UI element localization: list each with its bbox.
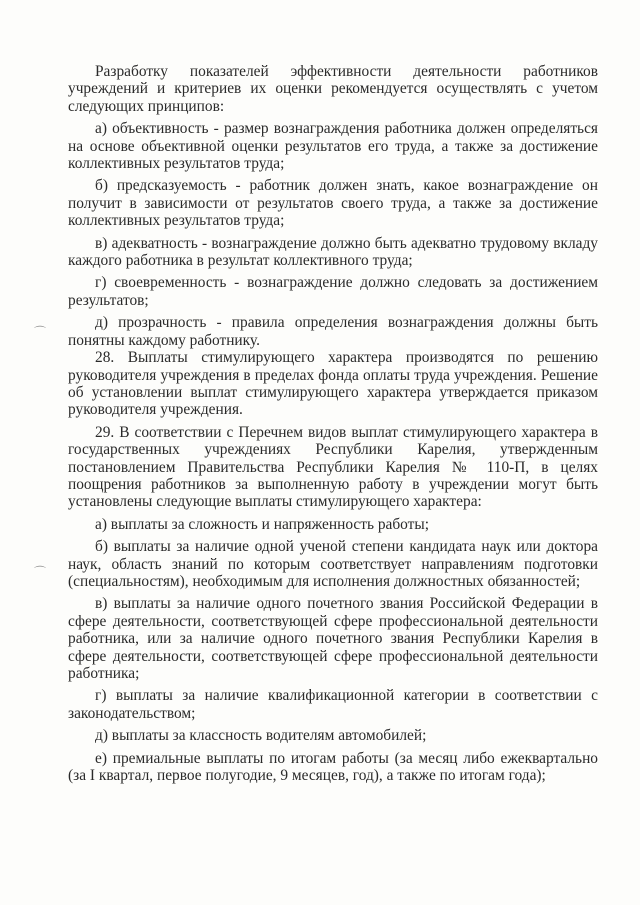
document-body xyxy=(68,63,598,784)
margin-scan-mark: ⌒ xyxy=(34,325,47,339)
paragraph-payment-a: а) выплаты за сложность и напряженность работы; xyxy=(95,515,430,533)
paragraph-intro: Разработку показателей эффективности деятельности работников учреждений и критериев их оценки рекомендуется осуществлять с учетом следующих принципов: xyxy=(68,63,598,115)
paragraph-payment-b: б) выплаты за наличие одной ученой степени кандидата наук или доктора наук, область знаний по которым соответствует направлениям подготовки (специальностям), необходимым для исполнения должностных обязанностей; xyxy=(68,538,598,590)
paragraph-principle-b: б) предсказуемость - работник должен знать, какое вознаграждение он получит в зависимости от результатов своего труда, а также за достижение коллективных результатов труда; xyxy=(68,177,598,230)
margin-scan-mark: ⌒ xyxy=(34,565,47,579)
paragraph-principle-d: г) своевременность - вознаграждение должно следовать за достижением результатов; xyxy=(68,274,598,309)
paragraph-item-29: 29. В соответствии с Перечнем видов выплат стимулирующего характера в государственных учреждениях Республики Карелия, утвержденным постановлением Правительства Республики Карелия № 110-П, в целях поощрения работников за выполненную работу в учреждении могут быть установлены следующие выплаты стимулирующего характера: xyxy=(68,423,598,511)
paragraph-principle-a: а) объективность - размер вознаграждения работника должен определяться на основе объективной оценки результатов его труда, а также за достижение коллективных результатов труда; xyxy=(68,120,598,173)
paragraph-payment-e: д) выплаты за классность водителям автомобилей; xyxy=(95,727,427,745)
paragraph-payment-f: е) премиальные выплаты по итогам работы (за месяц либо ежеквартально (за I квартал, первое полугодие, 9 месяцев, год), а также по итогам года); xyxy=(68,749,598,785)
paragraph-payment-c: в) выплаты за наличие одного почетного звания Российской Федерации в сфере деятельности, соответствующей сфере профессиональной деятельности работника, или за наличие одного почетного звания Республики Карелия в сфере деятельности, соответствующей сфере профессиональной деятельности работника; xyxy=(68,595,598,682)
paragraph-item-28: 28. Выплаты стимулирующего характера производятся по решению руководителя учреждения в пределах фонда оплаты труда учреждения. Решение об установлении выплат стимулирующего характера утверждается приказом руководителя учреждения. xyxy=(68,349,598,419)
paragraph-principle-c: в) адекватность - вознаграждение должно быть адекватно трудовому вкладу каждого работника в результат коллективного труда; xyxy=(68,234,598,270)
paragraph-principle-e: д) прозрачность - правила определения вознаграждения должны быть понятны каждому работнику. xyxy=(68,314,598,349)
paragraph-payment-d: г) выплаты за наличие квалификационной категории в соответствии с законодательством; xyxy=(68,687,598,722)
